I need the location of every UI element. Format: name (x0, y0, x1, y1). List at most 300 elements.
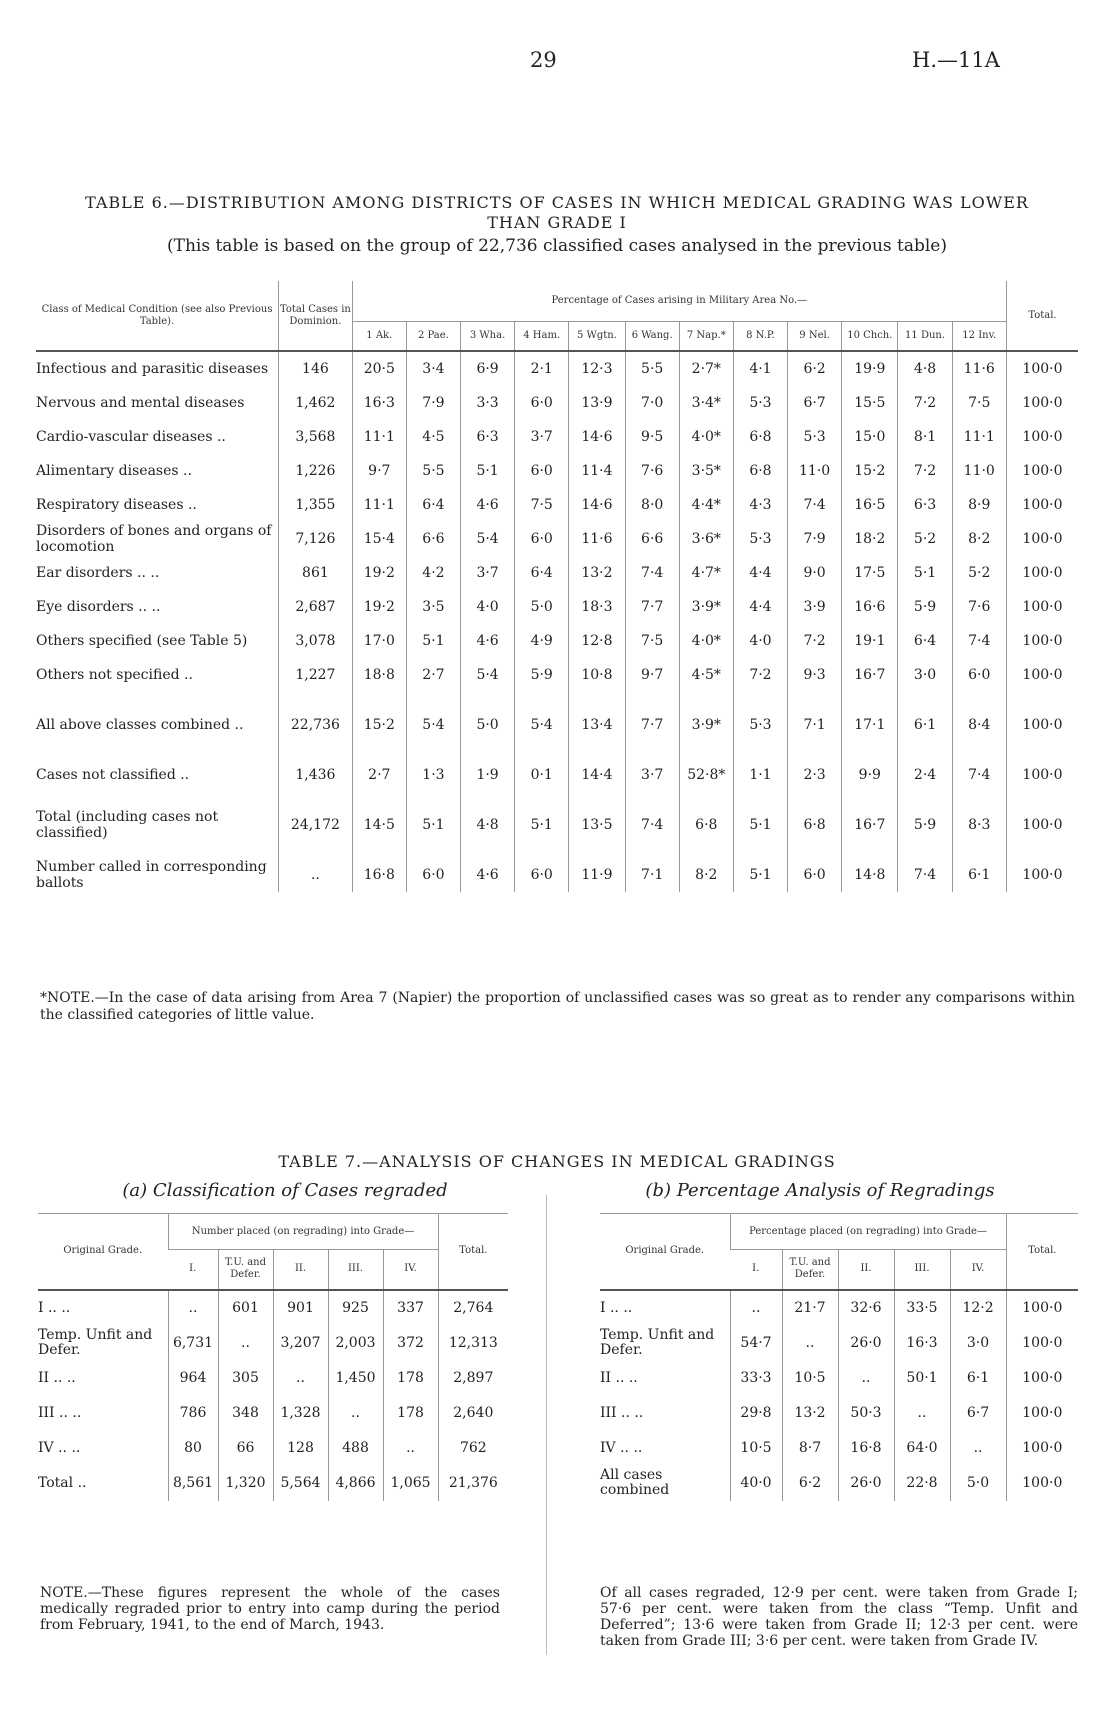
percentage-cell: 6·1 (952, 842, 1006, 892)
value-cell: .. (383, 1431, 438, 1466)
value-cell: 5·0 (950, 1466, 1006, 1501)
percentage-cell: 0·1 (515, 742, 569, 792)
total-cell: 100·0 (1006, 590, 1078, 624)
value-cell: 6·1 (950, 1361, 1006, 1396)
total-cell: 100·0 (1006, 454, 1078, 488)
table-row (600, 1396, 1078, 1431)
value-cell: 786 (168, 1396, 218, 1431)
percentage-cell: 15·0 (842, 420, 898, 454)
percentage-cell: 6·9 (461, 351, 515, 386)
percentage-cell: 8·3 (952, 792, 1006, 842)
percentage-cell: 9·3 (788, 658, 842, 692)
dominion-cell: .. (279, 842, 353, 892)
percentage-cell: 2·4 (898, 742, 952, 792)
percentage-cell: 7·7 (625, 590, 679, 624)
percentage-cell: 4·9 (515, 624, 569, 658)
percentage-cell: 8·2 (952, 522, 1006, 556)
percentage-cell: 14·6 (569, 420, 625, 454)
total-cell: 100·0 (1006, 386, 1078, 420)
percentage-cell: 6·3 (461, 420, 515, 454)
grade-header: IV. (383, 1250, 438, 1290)
percentage-cell: 5·5 (625, 351, 679, 386)
table-row (38, 1326, 508, 1361)
value-cell: 54·7 (730, 1326, 782, 1361)
value-cell: 6·2 (782, 1466, 838, 1501)
percentage-cell: 19·2 (352, 556, 406, 590)
table-row (36, 488, 1078, 522)
row-label: All cases combined (600, 1467, 670, 1498)
percentage-cell: 6·1 (898, 692, 952, 742)
percentage-cell: 11·0 (788, 454, 842, 488)
percentage-cell: 19·1 (842, 624, 898, 658)
table-row (36, 624, 1078, 658)
table7b-note: Of all cases regraded, 12·9 per cent. were taken from Grade I; 57·6 per cent. were taken from the class “Temp. Unfit and Deferred”; 13·6 were taken from Grade II; 12·3 per cent. were taken from Grade III; 3·6 per cent. were taken from Grade IV. (600, 1585, 1078, 1649)
grade-header: I. (168, 1250, 218, 1290)
percentage-cell: 11·9 (569, 842, 625, 892)
table-row (36, 842, 1078, 892)
area-header: 1 Ak. (352, 322, 406, 352)
row-label: Temp. Unfit and Defer. (38, 1327, 153, 1358)
total-cell: 2,897 (438, 1361, 508, 1396)
percentage-cell: 9·7 (352, 454, 406, 488)
percentage-cell: 4·6 (461, 842, 515, 892)
area-header: 2 Pae. (406, 322, 460, 352)
dominion-cell: 24,172 (279, 792, 353, 842)
percentage-cell: 16·5 (842, 488, 898, 522)
percentage-cell: 5·9 (898, 590, 952, 624)
total-cell: 2,640 (438, 1396, 508, 1431)
value-cell: 26·0 (838, 1326, 894, 1361)
percentage-cell: 11·6 (952, 351, 1006, 386)
percentage-cell: 5·1 (406, 624, 460, 658)
percentage-cell: 19·2 (352, 590, 406, 624)
percentage-cell: 18·8 (352, 658, 406, 692)
percentage-cell: 3·6* (679, 522, 733, 556)
row-label: Alimentary diseases .. (36, 463, 192, 479)
header-total: Total. (1006, 281, 1078, 351)
percentage-cell: 5·4 (461, 658, 515, 692)
value-cell: 26·0 (838, 1466, 894, 1501)
percentage-cell: 7·4 (625, 556, 679, 590)
value-cell: 33·5 (894, 1290, 950, 1326)
table7b (600, 1213, 1078, 1501)
percentage-cell: 7·4 (788, 488, 842, 522)
area-header: 4 Ham. (515, 322, 569, 352)
percentage-cell: 5·1 (406, 792, 460, 842)
percentage-cell: 1·3 (406, 742, 460, 792)
percentage-cell: 6·8 (733, 454, 787, 488)
percentage-cell: 18·2 (842, 522, 898, 556)
percentage-cell: 5·0 (461, 692, 515, 742)
row-label: I .. .. (38, 1299, 71, 1316)
percentage-cell: 15·2 (842, 454, 898, 488)
value-cell: 50·1 (894, 1361, 950, 1396)
percentage-cell: 13·2 (569, 556, 625, 590)
percentage-cell: 3·9 (788, 590, 842, 624)
value-cell: 10·5 (782, 1361, 838, 1396)
percentage-cell: 4·8 (898, 351, 952, 386)
value-cell: 50·3 (838, 1396, 894, 1431)
value-cell: 3,207 (273, 1326, 328, 1361)
percentage-cell: 5·1 (461, 454, 515, 488)
value-cell: 12·2 (950, 1290, 1006, 1326)
area-header: 7 Nap.* (679, 322, 733, 352)
table-row (38, 1290, 508, 1326)
percentage-cell: 16·7 (842, 658, 898, 692)
table-row (38, 1431, 508, 1466)
total-cell: 100·0 (1006, 792, 1078, 842)
percentage-cell: 4·6 (461, 488, 515, 522)
value-cell: 6,731 (168, 1326, 218, 1361)
table6-caption-line1: TABLE 6.—DISTRIBUTION AMONG DISTRICTS OF CASES IN WHICH MEDICAL GRADING WAS LOWER (85, 193, 1029, 212)
row-label: Respiratory diseases .. (36, 497, 197, 513)
percentage-cell: 7·2 (733, 658, 787, 692)
percentage-cell: 6·4 (406, 488, 460, 522)
t7a-header-original: Original Grade. (63, 1245, 143, 1257)
table7a (38, 1213, 508, 1501)
row-label: III .. .. (38, 1404, 82, 1421)
table-row (36, 420, 1078, 454)
percentage-cell: 4·5* (679, 658, 733, 692)
area-header: 8 N.P. (733, 322, 787, 352)
percentage-cell: 4·4 (733, 556, 787, 590)
dominion-cell: 146 (279, 351, 353, 386)
percentage-cell: 6·0 (515, 454, 569, 488)
value-cell: 29·8 (730, 1396, 782, 1431)
row-label: Infectious and parasitic diseases (36, 361, 269, 377)
percentage-cell: 3·7 (515, 420, 569, 454)
percentage-cell: 18·3 (569, 590, 625, 624)
percentage-cell: 8·1 (898, 420, 952, 454)
row-label: Cardio-vascular diseases .. (36, 429, 226, 445)
page-number: 29 (530, 48, 557, 72)
percentage-cell: 4·2 (406, 556, 460, 590)
table-row (36, 590, 1078, 624)
percentage-cell: 6·8 (679, 792, 733, 842)
table-row (36, 742, 1078, 792)
table6-subtitle: (This table is based on the group of 22,736 classified cases analysed in the previous table) (166, 236, 948, 256)
value-cell: 8·7 (782, 1431, 838, 1466)
value-cell: 337 (383, 1290, 438, 1326)
value-cell: 1,328 (273, 1396, 328, 1431)
grade-header: III. (328, 1250, 383, 1290)
percentage-cell: 7·6 (952, 590, 1006, 624)
dominion-cell: 1,227 (279, 658, 353, 692)
percentage-cell: 3·9* (679, 692, 733, 742)
value-cell: 1,450 (328, 1361, 383, 1396)
value-cell: 8,561 (168, 1466, 218, 1501)
row-label: Cases not classified .. (36, 767, 190, 783)
row-label: Number called in corresponding ballots (36, 859, 267, 891)
percentage-cell: 1·9 (461, 742, 515, 792)
percentage-cell: 5·1 (898, 556, 952, 590)
percentage-cell: 3·0 (898, 658, 952, 692)
total-cell: 100·0 (1006, 1290, 1078, 1326)
value-cell: 80 (168, 1431, 218, 1466)
percentage-cell: 6·4 (898, 624, 952, 658)
percentage-cell: 7·2 (898, 386, 952, 420)
total-cell: 100·0 (1006, 1396, 1078, 1431)
percentage-cell: 16·8 (352, 842, 406, 892)
total-cell: 100·0 (1006, 351, 1078, 386)
percentage-cell: 11·6 (569, 522, 625, 556)
percentage-cell: 5·4 (461, 522, 515, 556)
value-cell: 178 (383, 1361, 438, 1396)
value-cell: 6·7 (950, 1396, 1006, 1431)
dominion-cell: 7,126 (279, 522, 353, 556)
column-divider (546, 1195, 547, 1655)
percentage-cell: 17·5 (842, 556, 898, 590)
percentage-cell: 2·7 (352, 742, 406, 792)
percentage-cell: 7·7 (625, 692, 679, 742)
table-row (600, 1326, 1078, 1361)
row-label: Total (including cases not classified) (36, 809, 219, 841)
value-cell: 22·8 (894, 1466, 950, 1501)
grade-header: II. (273, 1250, 328, 1290)
percentage-cell: 13·9 (569, 386, 625, 420)
total-cell: 100·0 (1006, 842, 1078, 892)
header-percentage: Percentage of Cases arising in Military Area No.— (352, 281, 1006, 322)
row-label: Ear disorders .. .. (36, 565, 160, 581)
percentage-cell: 2·3 (788, 742, 842, 792)
header-class: Class of Medical Condition (see also Previous Table). (41, 303, 273, 327)
percentage-cell: 15·4 (352, 522, 406, 556)
value-cell: 348 (218, 1396, 273, 1431)
value-cell: 5,564 (273, 1466, 328, 1501)
row-label: IV .. .. (600, 1439, 643, 1456)
table-row (36, 454, 1078, 488)
area-header: 10 Chch. (842, 322, 898, 352)
percentage-cell: 9·5 (625, 420, 679, 454)
percentage-cell: 11·1 (352, 488, 406, 522)
percentage-cell: 1·1 (733, 742, 787, 792)
percentage-cell: 7·2 (898, 454, 952, 488)
page-reference: H.—11A (912, 48, 1000, 72)
t7b-header-original: Original Grade. (625, 1245, 705, 1257)
value-cell: .. (894, 1396, 950, 1431)
percentage-cell: 7·4 (952, 624, 1006, 658)
percentage-cell: 8·0 (625, 488, 679, 522)
value-cell: .. (273, 1361, 328, 1396)
percentage-cell: 4·1 (733, 351, 787, 386)
percentage-cell: 6·6 (406, 522, 460, 556)
table-row (36, 351, 1078, 386)
percentage-cell: 5·4 (406, 692, 460, 742)
value-cell: 32·6 (838, 1290, 894, 1326)
total-cell: 100·0 (1006, 658, 1078, 692)
t7a-header-group: Number placed (on regrading) into Grade— (168, 1214, 438, 1250)
dominion-cell: 1,226 (279, 454, 353, 488)
grade-header: II. (838, 1250, 894, 1290)
area-header: 12 Inv. (952, 322, 1006, 352)
table7b-title: (b) Percentage Analysis of Regradings (645, 1180, 995, 1201)
table6-note: *NOTE.—In the case of data arising from Area 7 (Napier) the proportion of unclassified cases was so great as to render any comparisons within the classified categories of little value. (40, 990, 1075, 1023)
percentage-cell: 2·7 (406, 658, 460, 692)
percentage-cell: 6·0 (406, 842, 460, 892)
total-cell: 2,764 (438, 1290, 508, 1326)
percentage-cell: 5·1 (733, 842, 787, 892)
value-cell: 4,866 (328, 1466, 383, 1501)
value-cell: 13·2 (782, 1396, 838, 1431)
row-label: Nervous and mental diseases (36, 395, 245, 411)
table-row (38, 1361, 508, 1396)
value-cell: 372 (383, 1326, 438, 1361)
percentage-cell: 4·4 (733, 590, 787, 624)
percentage-cell: 6·0 (515, 842, 569, 892)
percentage-cell: 19·9 (842, 351, 898, 386)
percentage-cell: 6·2 (788, 351, 842, 386)
row-label: IV .. .. (38, 1439, 81, 1456)
table-row (36, 522, 1078, 556)
percentage-cell: 5·3 (733, 386, 787, 420)
total-cell: 100·0 (1006, 1466, 1078, 1501)
value-cell: .. (950, 1431, 1006, 1466)
percentage-cell: 6·0 (788, 842, 842, 892)
percentage-cell: 7·5 (952, 386, 1006, 420)
area-header: 11 Dun. (898, 322, 952, 352)
value-cell: 66 (218, 1431, 273, 1466)
table-row (600, 1361, 1078, 1396)
percentage-cell: 6·3 (898, 488, 952, 522)
table7a-title: (a) Classification of Cases regraded (122, 1180, 448, 1201)
total-cell: 100·0 (1006, 522, 1078, 556)
grade-header: IV. (950, 1250, 1006, 1290)
percentage-cell: 7·9 (406, 386, 460, 420)
table6-caption-line2: THAN GRADE I (487, 213, 627, 232)
percentage-cell: 7·4 (898, 842, 952, 892)
table-row (600, 1466, 1078, 1501)
value-cell: 1,065 (383, 1466, 438, 1501)
percentage-cell: 14·6 (569, 488, 625, 522)
percentage-cell: 14·5 (352, 792, 406, 842)
area-header: 3 Wha. (461, 322, 515, 352)
value-cell: 925 (328, 1290, 383, 1326)
total-cell: 762 (438, 1431, 508, 1466)
percentage-cell: 9·7 (625, 658, 679, 692)
grade-header: III. (894, 1250, 950, 1290)
dominion-cell: 1,355 (279, 488, 353, 522)
row-label: Eye disorders .. .. (36, 599, 161, 615)
percentage-cell: 15·2 (352, 692, 406, 742)
row-label: II .. .. (600, 1369, 638, 1386)
header-total-dominion: Total Cases in Dominion. (279, 281, 353, 351)
percentage-cell: 6·4 (515, 556, 569, 590)
row-label: Disorders of bones and organs of locomotion (36, 523, 272, 555)
percentage-cell: 9·0 (788, 556, 842, 590)
percentage-cell: 5·3 (733, 522, 787, 556)
percentage-cell: 5·5 (406, 454, 460, 488)
row-label: Total .. (38, 1474, 87, 1491)
row-label: All above classes combined .. (36, 717, 244, 733)
dominion-cell: 22,736 (279, 692, 353, 742)
area-header: 6 Wang. (625, 322, 679, 352)
grade-header: I. (730, 1250, 782, 1290)
percentage-cell: 12·3 (569, 351, 625, 386)
table-row (36, 556, 1078, 590)
percentage-cell: 5·3 (788, 420, 842, 454)
percentage-cell: 4·0 (461, 590, 515, 624)
percentage-cell: 11·1 (952, 420, 1006, 454)
value-cell: 64·0 (894, 1431, 950, 1466)
percentage-cell: 5·1 (733, 792, 787, 842)
percentage-cell: 4·7* (679, 556, 733, 590)
percentage-cell: 4·0* (679, 624, 733, 658)
percentage-cell: 2·7* (679, 351, 733, 386)
percentage-cell: 3·7 (461, 556, 515, 590)
table-row (36, 386, 1078, 420)
total-cell: 100·0 (1006, 488, 1078, 522)
percentage-cell: 6·8 (788, 792, 842, 842)
value-cell: .. (218, 1326, 273, 1361)
value-cell: 601 (218, 1290, 273, 1326)
percentage-cell: 14·8 (842, 842, 898, 892)
percentage-cell: 8·4 (952, 692, 1006, 742)
value-cell: 2,003 (328, 1326, 383, 1361)
percentage-cell: 7·9 (788, 522, 842, 556)
table-row (38, 1466, 508, 1501)
row-label: III .. .. (600, 1404, 644, 1421)
total-cell: 100·0 (1006, 1431, 1078, 1466)
percentage-cell: 10·8 (569, 658, 625, 692)
percentage-cell: 15·5 (842, 386, 898, 420)
percentage-cell: 7·6 (625, 454, 679, 488)
value-cell: 21·7 (782, 1290, 838, 1326)
grade-header: T.U. and Defer. (218, 1250, 273, 1290)
percentage-cell: 4·5 (406, 420, 460, 454)
value-cell: 964 (168, 1361, 218, 1396)
percentage-cell: 5·0 (515, 590, 569, 624)
total-cell: 21,376 (438, 1466, 508, 1501)
total-cell: 100·0 (1006, 692, 1078, 742)
dominion-cell: 2,687 (279, 590, 353, 624)
percentage-cell: 4·6 (461, 624, 515, 658)
value-cell: .. (168, 1290, 218, 1326)
dominion-cell: 1,462 (279, 386, 353, 420)
table7-caption: TABLE 7.—ANALYSIS OF CHANGES IN MEDICAL GRADINGS (278, 1152, 836, 1171)
table-row (36, 692, 1078, 742)
value-cell: .. (730, 1290, 782, 1326)
percentage-cell: 6·6 (625, 522, 679, 556)
value-cell: .. (328, 1396, 383, 1431)
total-cell: 12,313 (438, 1326, 508, 1361)
dominion-cell: 3,568 (279, 420, 353, 454)
percentage-cell: 3·7 (625, 742, 679, 792)
percentage-cell: 20·5 (352, 351, 406, 386)
table7a-note: NOTE.—These figures represent the whole of the cases medically regraded prior to entry into camp during the period from February, 1941, to the end of March, 1943. (40, 1585, 500, 1633)
percentage-cell: 2·1 (515, 351, 569, 386)
percentage-cell: 4·0 (733, 624, 787, 658)
total-cell: 100·0 (1006, 1361, 1078, 1396)
value-cell: 178 (383, 1396, 438, 1431)
dominion-cell: 1,436 (279, 742, 353, 792)
percentage-cell: 16·7 (842, 792, 898, 842)
percentage-cell: 4·8 (461, 792, 515, 842)
percentage-cell: 3·4 (406, 351, 460, 386)
table-row (36, 792, 1078, 842)
percentage-cell: 9·9 (842, 742, 898, 792)
dominion-cell: 3,078 (279, 624, 353, 658)
percentage-cell: 7·1 (625, 842, 679, 892)
value-cell: 16·3 (894, 1326, 950, 1361)
total-cell: 100·0 (1006, 1326, 1078, 1361)
percentage-cell: 13·4 (569, 692, 625, 742)
percentage-cell: 4·3 (733, 488, 787, 522)
percentage-cell: 4·4* (679, 488, 733, 522)
row-label: Temp. Unfit and Defer. (600, 1327, 715, 1358)
grade-header: T.U. and Defer. (782, 1250, 838, 1290)
percentage-cell: 7·5 (515, 488, 569, 522)
percentage-cell: 3·4* (679, 386, 733, 420)
